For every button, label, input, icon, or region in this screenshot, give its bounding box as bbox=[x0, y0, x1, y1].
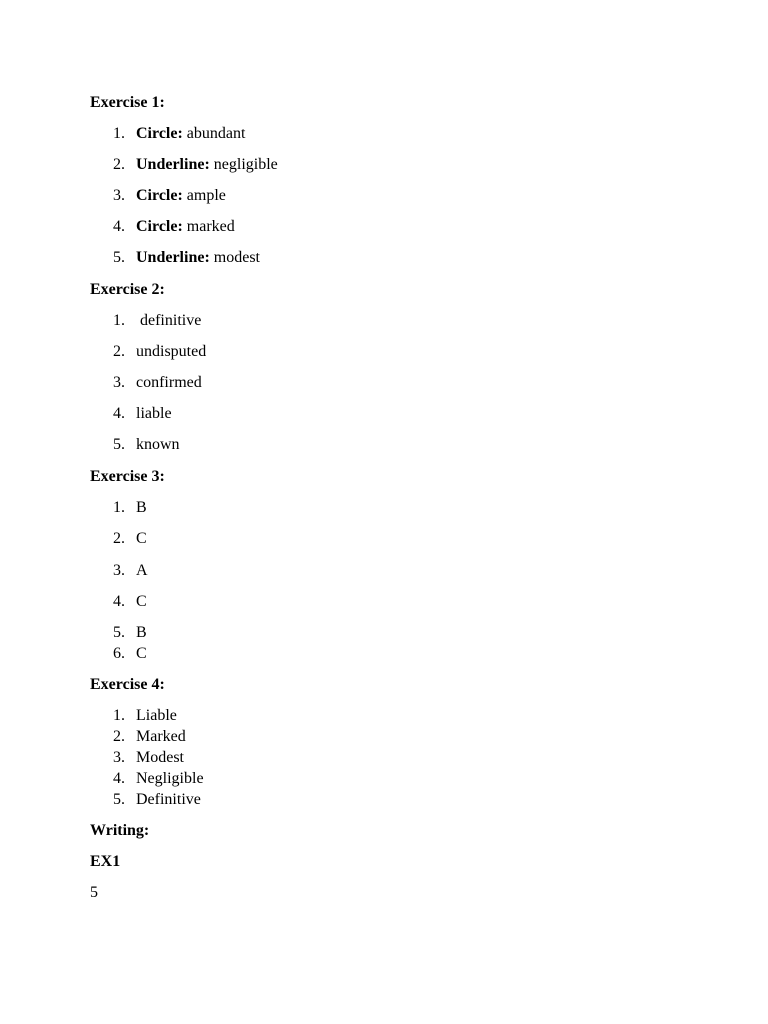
item-text: ample bbox=[182, 187, 226, 204]
list-item bbox=[90, 530, 678, 548]
item-text: marked bbox=[182, 218, 235, 235]
list-number: 2. bbox=[113, 156, 125, 173]
list-item bbox=[90, 499, 678, 517]
item-text: definitive bbox=[136, 312, 202, 329]
item-text: B bbox=[136, 499, 147, 516]
item-text: liable bbox=[136, 405, 172, 422]
list-number: 1. bbox=[113, 499, 125, 516]
list-number: 4. bbox=[113, 593, 125, 610]
item-text: Liable bbox=[136, 707, 177, 724]
item-text: C bbox=[136, 530, 147, 547]
list-item bbox=[90, 374, 678, 392]
list-number: 4. bbox=[113, 405, 125, 422]
writing-subheading: EX1 bbox=[90, 853, 121, 870]
item-text: C bbox=[136, 645, 147, 662]
list-number: 4. bbox=[113, 770, 125, 787]
list-number: 1. bbox=[113, 312, 125, 329]
item-text: C bbox=[136, 593, 147, 610]
list-item bbox=[90, 707, 678, 725]
item-text: Marked bbox=[136, 728, 186, 745]
list-number: 5. bbox=[113, 249, 125, 266]
list-number: 1. bbox=[113, 707, 125, 724]
item-text: confirmed bbox=[136, 374, 202, 391]
exercise-1-heading: Exercise 1: bbox=[90, 94, 165, 111]
item-text: A bbox=[136, 562, 148, 579]
item-text: negligible bbox=[209, 156, 278, 173]
item-text: Definitive bbox=[136, 791, 201, 808]
list-number: 3. bbox=[113, 562, 125, 579]
list-number: 2. bbox=[113, 728, 125, 745]
item-label: Circle: bbox=[136, 218, 183, 235]
list-item bbox=[90, 645, 678, 663]
list-item bbox=[90, 728, 678, 746]
list-number: 2. bbox=[113, 343, 125, 360]
list-number: 5. bbox=[113, 624, 125, 641]
list-item bbox=[90, 343, 678, 361]
item-text: abundant bbox=[182, 125, 246, 142]
list-item bbox=[90, 156, 678, 174]
list-number: 3. bbox=[113, 749, 125, 766]
item-text: known bbox=[136, 436, 180, 453]
list-number: 2. bbox=[113, 530, 125, 547]
list-item bbox=[90, 218, 678, 236]
list-number: 1. bbox=[113, 125, 125, 142]
item-label: Underline: bbox=[136, 156, 210, 173]
list-item bbox=[90, 187, 678, 205]
item-label: Underline: bbox=[136, 249, 210, 266]
exercise-2-list bbox=[90, 312, 678, 454]
writing-heading: Writing: bbox=[90, 822, 150, 839]
list-item bbox=[90, 749, 678, 767]
item-text: modest bbox=[209, 249, 260, 266]
list-number: 6. bbox=[113, 645, 125, 662]
list-number: 4. bbox=[113, 218, 125, 235]
list-item bbox=[90, 624, 678, 642]
list-item bbox=[90, 405, 678, 423]
list-number: 5. bbox=[113, 791, 125, 808]
exercise-3-list bbox=[90, 499, 678, 663]
list-item bbox=[90, 593, 678, 611]
list-number: 5. bbox=[113, 436, 125, 453]
list-item bbox=[90, 562, 678, 580]
list-item bbox=[90, 791, 678, 809]
list-item bbox=[90, 770, 678, 788]
exercise-4-heading: Exercise 4: bbox=[90, 676, 165, 693]
writing-value: 5 bbox=[90, 884, 98, 901]
list-item bbox=[90, 249, 678, 267]
exercise-1-list bbox=[90, 125, 678, 267]
item-label: Circle: bbox=[136, 187, 183, 204]
list-item bbox=[90, 125, 678, 143]
exercise-2-heading: Exercise 2: bbox=[90, 281, 165, 298]
list-number: 3. bbox=[113, 187, 125, 204]
list-number: 3. bbox=[113, 374, 125, 391]
item-text: Modest bbox=[136, 749, 184, 766]
item-text: Negligible bbox=[136, 770, 204, 787]
list-item bbox=[90, 312, 678, 330]
exercise-3-heading: Exercise 3: bbox=[90, 468, 165, 485]
item-text: B bbox=[136, 624, 147, 641]
item-label: Circle: bbox=[136, 125, 183, 142]
item-text: undisputed bbox=[136, 343, 207, 360]
exercise-4-list bbox=[90, 707, 678, 809]
list-item bbox=[90, 436, 678, 454]
